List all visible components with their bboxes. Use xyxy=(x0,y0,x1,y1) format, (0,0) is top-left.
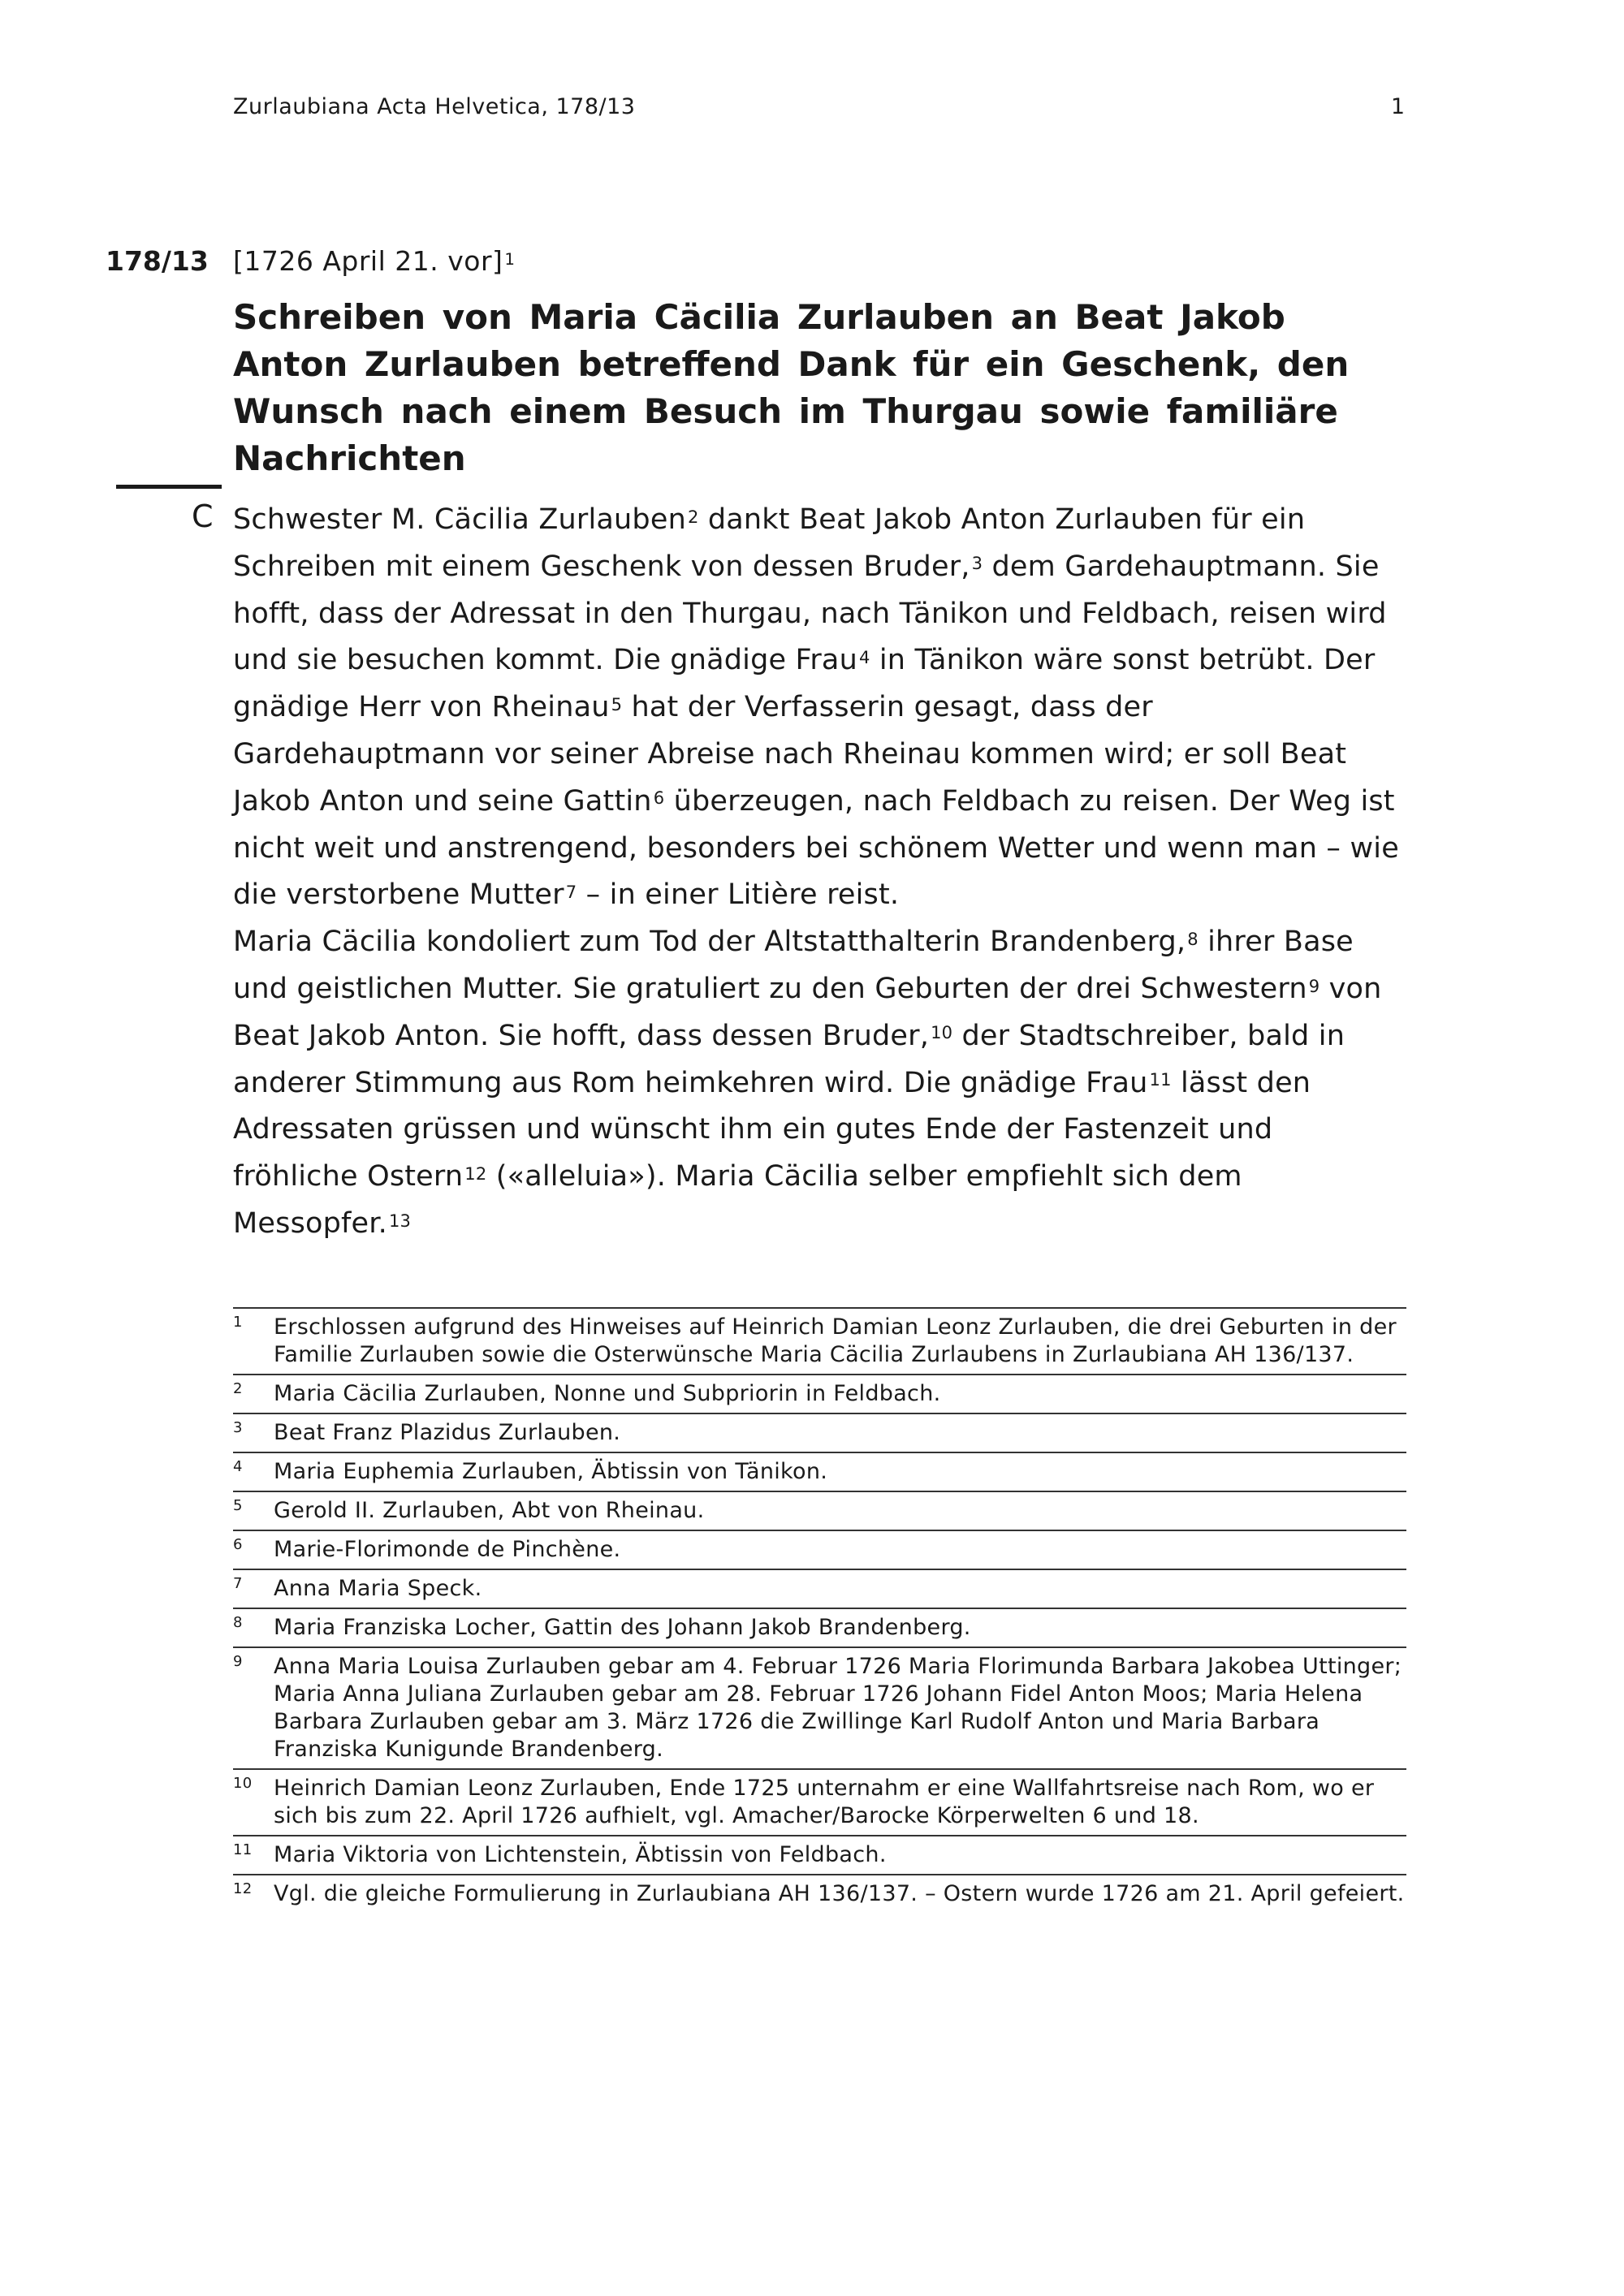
footnote-item xyxy=(233,1569,1406,1608)
summary-text-span: Maria Cäcilia kondoliert zum Tod der Altstatthalterin Brandenberg, xyxy=(233,926,1186,959)
footnote-text: Gerold II. Zurlauben, Abt von Rheinau. xyxy=(274,1498,705,1523)
summary-text-span: hat der Verfasserin gesagt, dass der Gardehauptmann vor seiner Abreise nach Rheinau kommen wird; er soll Beat Jakob Anton und seine Gattin xyxy=(233,691,1347,818)
footnote-ref[interactable]: 11 xyxy=(1149,1070,1172,1090)
footnote-text: Maria Viktoria von Lichtenstein, Äbtissin von Feldbach. xyxy=(274,1842,887,1867)
footnote-item xyxy=(233,1768,1406,1835)
document-date xyxy=(233,245,516,277)
summary-text xyxy=(233,497,1406,1248)
footnote-ref[interactable]: 3 xyxy=(971,554,983,574)
footnote-number: 4 xyxy=(233,1458,243,1475)
document-number: 178/13 xyxy=(106,245,209,277)
footnote-item xyxy=(233,1608,1406,1646)
footnote-item xyxy=(233,1374,1406,1413)
footnote-number: 6 xyxy=(233,1536,243,1553)
footnote-number: 12 xyxy=(233,1880,253,1897)
footnote-ref[interactable]: 12 xyxy=(464,1163,487,1184)
footnote-item xyxy=(233,1307,1406,1374)
footnote-ref[interactable]: 9 xyxy=(1308,976,1320,996)
summary-text-span: überzeugen, nach Feldbach zu reisen. Der Weg ist nicht weit und anstrengend, besonders bei schönem Wetter und wenn man – wie die verstorbene Mutter xyxy=(233,784,1399,912)
footnote-text: Anna Maria Speck. xyxy=(274,1576,482,1601)
footnote-item xyxy=(233,1491,1406,1530)
running-header-title: Zurlaubiana Acta Helvetica, 178/13 xyxy=(233,94,636,119)
summary-paragraph-2 xyxy=(233,919,1406,1248)
summary-paragraph-1 xyxy=(233,497,1406,919)
document-type-marker: C xyxy=(192,498,214,534)
summary-text-span: in Tänikon wäre sonst betrübt. Der gnädige Herr von Rheinau xyxy=(233,644,1376,724)
footnote-text: Marie-Florimonde de Pinchène. xyxy=(274,1537,621,1562)
summary-text-span: – in einer Litière reist. xyxy=(577,878,900,912)
summary-text-span: ihrer Base und geistlichen Mutter. Sie gratuliert zu den Geburten der drei Schwestern xyxy=(233,926,1354,1005)
footnote-item xyxy=(233,1835,1406,1874)
page-number: 1 xyxy=(1390,94,1405,119)
footnote-number: 3 xyxy=(233,1419,243,1436)
summary-text-span: der Stadtschreiber, bald in anderer Stimmung aus Rom heimkehren wird. Die gnädige Frau xyxy=(233,1019,1345,1099)
footnote-number: 7 xyxy=(233,1575,243,1592)
footnote-item xyxy=(233,1413,1406,1452)
footnote-number: 8 xyxy=(233,1614,243,1631)
summary-text-span: von Beat Jakob Anton. Sie hofft, dass dessen Bruder, xyxy=(233,972,1382,1052)
footnote-number: 9 xyxy=(233,1653,243,1670)
footnote-ref[interactable]: 1 xyxy=(504,250,516,270)
footnote-item xyxy=(233,1646,1406,1768)
footnote-item xyxy=(233,1874,1406,1913)
footnote-ref[interactable]: 4 xyxy=(858,648,870,668)
footnote-ref[interactable]: 2 xyxy=(687,507,699,527)
footnote-ref[interactable]: 8 xyxy=(1187,929,1199,949)
footnote-ref[interactable]: 7 xyxy=(565,883,577,903)
summary-text-span: («alleluia»). Maria Cäcilia selber empfiehlt sich dem Messopfer. xyxy=(233,1160,1242,1240)
footnote-ref[interactable]: 10 xyxy=(931,1023,953,1043)
summary-text-span: dankt Beat Jakob Anton Zurlauben für ein Schreiben mit einem Geschenk von dessen Bruder, xyxy=(233,503,1306,583)
summary-text-span: Schwester M. Cäcilia Zurlauben xyxy=(233,503,686,536)
footnote-number: 11 xyxy=(233,1841,253,1858)
footnotes xyxy=(233,1307,1406,1913)
footnote-number: 2 xyxy=(233,1380,243,1397)
footnote-number: 10 xyxy=(233,1775,253,1792)
footnote-text: Erschlossen aufgrund des Hinweises auf Heinrich Damian Leonz Zurlauben, die drei Geburten in der Familie Zurlauben sowie die Osterwünsche Maria Cäcilia Zurlaubens in Zurlaubiana AH 136/137. xyxy=(274,1314,1397,1367)
summary-text-span: lässt den Adressaten grüssen und wünscht ihm ein gutes Ende der Fastenzeit und fröhliche Ostern xyxy=(233,1066,1311,1193)
footnote-text: Beat Franz Plazidus Zurlauben. xyxy=(274,1420,621,1445)
footnote-item xyxy=(233,1530,1406,1569)
footnote-text: Anna Maria Louisa Zurlauben gebar am 4. Februar 1726 Maria Florimunda Barbara Jakobea Uttinger; Maria Anna Juliana Zurlauben gebar am 28. Februar 1726 Johann Fidel Anton Moos; Maria Helena Barbara Zurlauben gebar am 3. März 1726 die Zwillinge Karl Rudolf Anton und Maria Barbara Franziska Kunigunde Brandenberg. xyxy=(274,1654,1402,1762)
footnote-text: Vgl. die gleiche Formulierung in Zurlaubiana AH 136/137. – Ostern wurde 1726 am 21. April gefeiert. xyxy=(274,1881,1405,1906)
footnote-ref[interactable]: 13 xyxy=(389,1211,412,1231)
document-date-text: [1726 April 21. vor] xyxy=(233,245,503,277)
footnote-number: 1 xyxy=(233,1314,243,1331)
footnote-text: Maria Cäcilia Zurlauben, Nonne und Subpriorin in Feldbach. xyxy=(274,1381,941,1406)
footnote-item xyxy=(233,1452,1406,1491)
section-divider xyxy=(116,485,222,489)
footnote-ref[interactable]: 5 xyxy=(611,694,623,714)
document-title: Schreiben von Maria Cäcilia Zurlauben an Beat Jakob Anton Zurlauben betreffend Dank für ein Geschenk, den Wunsch nach einem Besuch im Thurgau sowie familiäre Nachrichten xyxy=(233,297,1350,478)
footnote-text: Maria Euphemia Zurlauben, Äbtissin von Tänikon. xyxy=(274,1459,828,1484)
footnote-text: Heinrich Damian Leonz Zurlauben, Ende 1725 unternahm er eine Wallfahrtsreise nach Rom, wo er sich bis zum 22. April 1726 aufhielt, vgl. Amacher/Barocke Körperwelten 6 und 18. xyxy=(274,1776,1375,1828)
summary-text-span: dem Gardehauptmann. Sie hofft, dass der Adressat in den Thurgau, nach Tänikon und Feldbach, reisen wird und sie besuchen kommt. Die gnädige Frau xyxy=(233,550,1387,677)
footnote-text: Maria Franziska Locher, Gattin des Johann Jakob Brandenberg. xyxy=(274,1615,971,1640)
footnote-number: 5 xyxy=(233,1497,243,1514)
footnote-ref[interactable]: 6 xyxy=(653,788,665,809)
